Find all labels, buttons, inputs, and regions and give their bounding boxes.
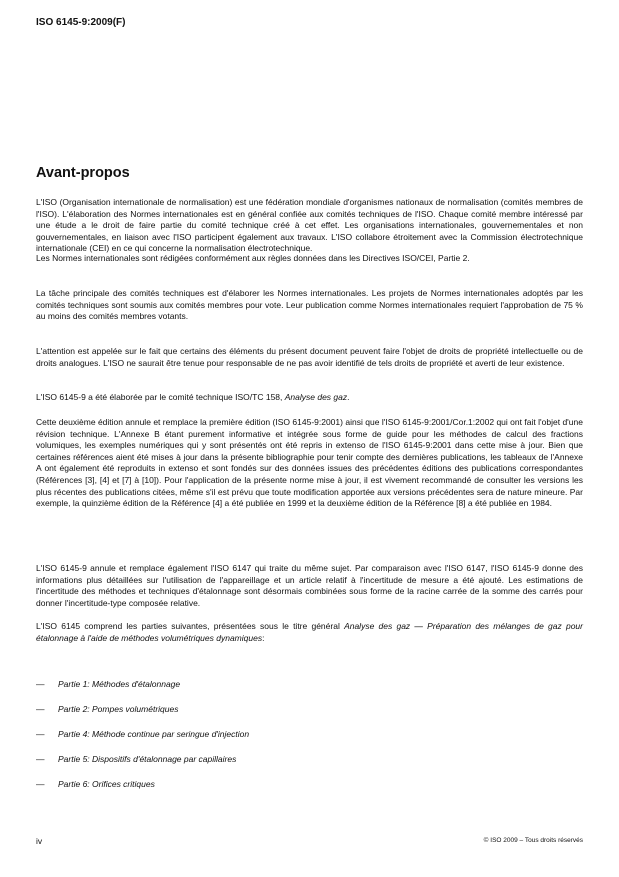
paragraph: La tâche principale des comités techniques est d'élaborer les Normes internationales. Les projets de Normes internationales adoptés par les comités techniques sont soumis aux comités membres pour vote. Leur publication comme Normes internationales requiert l'approbation de 75 % au moins des comités membres votants. bbox=[36, 288, 583, 322]
text: L'ISO 6145-9 a été élaborée par le comité technique ISO/TC 158, bbox=[36, 392, 285, 402]
paragraph: Cette deuxième édition annule et remplace la première édition (ISO 6145-9:2001) ainsi que l'ISO 6145-9:2001/Cor.1:2002 qui ont fait l'objet d'une révision technique. L'Annexe B étant purement informative et intégrée sous forme de guide pour les méthodes de calcul des fractions volumiques, les exemples numériques qui y sont présentés ont été repris in extenso de l'ISO 6145-9:2001 dans cette mise à jour. Bien que certaines références aient été mises à jour dans la présente bibliographie pour tenir compte des dernières publications, les tableaux de l'Annexe A ont également été reproduits in extenso et sont fondés sur des données issues des précédentes éditions des publications correspondantes (Références [3], [4] et [7] à [10]). Pour l'application de la présente norme mise à jour, il est vivement recommandé de consulter les versions les plus récentes des publications citées, même s'il est prévu que toute modification apportée aux versions précédentes sera de nature mineure. Par exemple, la quinzième édition de la Référence [4] a été publiée en 1999 et la deuxième édition de la Référence [8] a été publiée en 1984. bbox=[36, 417, 583, 509]
paragraph: L'ISO (Organisation internationale de normalisation) est une fédération mondiale d'organismes nationaux de normalisation (comités membres de l'ISO). L'élaboration des Normes internationales est en général confiée aux comités techniques de l'ISO. Chaque comité membre intéressé par une étude a le droit de faire partie du comité technique créé à cet effet. Les organisations internationales, gouvernementales et non gouvernementales, en liaison avec l'ISO participent également aux travaux. L'ISO collabore étroitement avec la Commission électrotechnique internationale (CEI) en ce qui concerne la normalisation électrotechnique. bbox=[36, 197, 583, 254]
list-item bbox=[36, 779, 583, 789]
dash: — bbox=[36, 729, 45, 739]
list-item-text: Partie 6: Orifices critiques bbox=[58, 779, 155, 789]
list-item bbox=[36, 729, 583, 739]
list-item bbox=[36, 754, 583, 764]
list-item bbox=[36, 704, 583, 714]
list-item-text: Partie 4: Méthode continue par seringue d'injection bbox=[58, 729, 250, 739]
section-title: Avant-propos bbox=[36, 165, 130, 181]
dash: — bbox=[36, 754, 45, 764]
list-item-text: Partie 5: Dispositifs d'étalonnage par capillaires bbox=[58, 754, 237, 764]
italic-title: Analyse des gaz — Préparation des mélanges de gaz pour étalonnage à l'aide de méthodes volumétriques dynamiques bbox=[36, 621, 583, 643]
text: : bbox=[262, 632, 265, 643]
paragraph bbox=[36, 621, 583, 644]
dash: — bbox=[36, 704, 45, 714]
paragraph: L'ISO 6145-9 a été élaborée par le comité technique ISO/TC 158, Analyse des gaz. bbox=[36, 392, 350, 402]
paragraph: L'ISO 6145-9 annule et remplace également l'ISO 6147 qui traite du même sujet. Par comparaison avec l'ISO 6147, l'ISO 6145-9 donne des informations plus détaillées sur l'utilisation de l'appareillage et un article relatif à l'incertitude de mesure a été ajouté. Les estimations de l'incertitude des méthodes et techniques d'étalonnage sont désormais combinées sous forme de la racine carrée de la somme des carrés pour donner l'incertitude-type composée relative. bbox=[36, 563, 583, 608]
paragraph: Les Normes internationales sont rédigées conformément aux règles données dans les Directives ISO/CEI, Partie 2. bbox=[36, 253, 470, 263]
dash: — bbox=[36, 779, 45, 789]
list-item bbox=[36, 679, 583, 689]
dash: — bbox=[36, 679, 45, 689]
list-item-text: Partie 2: Pompes volumétriques bbox=[58, 704, 179, 714]
text: L'ISO 6145 comprend les parties suivantes, présentées sous le titre général bbox=[36, 621, 345, 631]
list-item-text: Partie 1: Méthodes d'étalonnage bbox=[58, 679, 181, 689]
copyright: © ISO 2009 – Tous droits réservés bbox=[483, 837, 583, 844]
italic-title: Analyse des gaz bbox=[284, 392, 348, 402]
document-header: ISO 6145-9:2009(F) bbox=[36, 17, 126, 28]
page-number: iv bbox=[36, 836, 43, 846]
page-footer bbox=[36, 836, 583, 846]
paragraph: L'attention est appelée sur le fait que certains des éléments du présent document peuvent faire l'objet de droits de propriété intellectuelle ou de droits analogues. L'ISO ne saurait être tenue pour responsable de ne pas avoir identifié de tels droits de propriété et averti de leur existence. bbox=[36, 346, 583, 368]
